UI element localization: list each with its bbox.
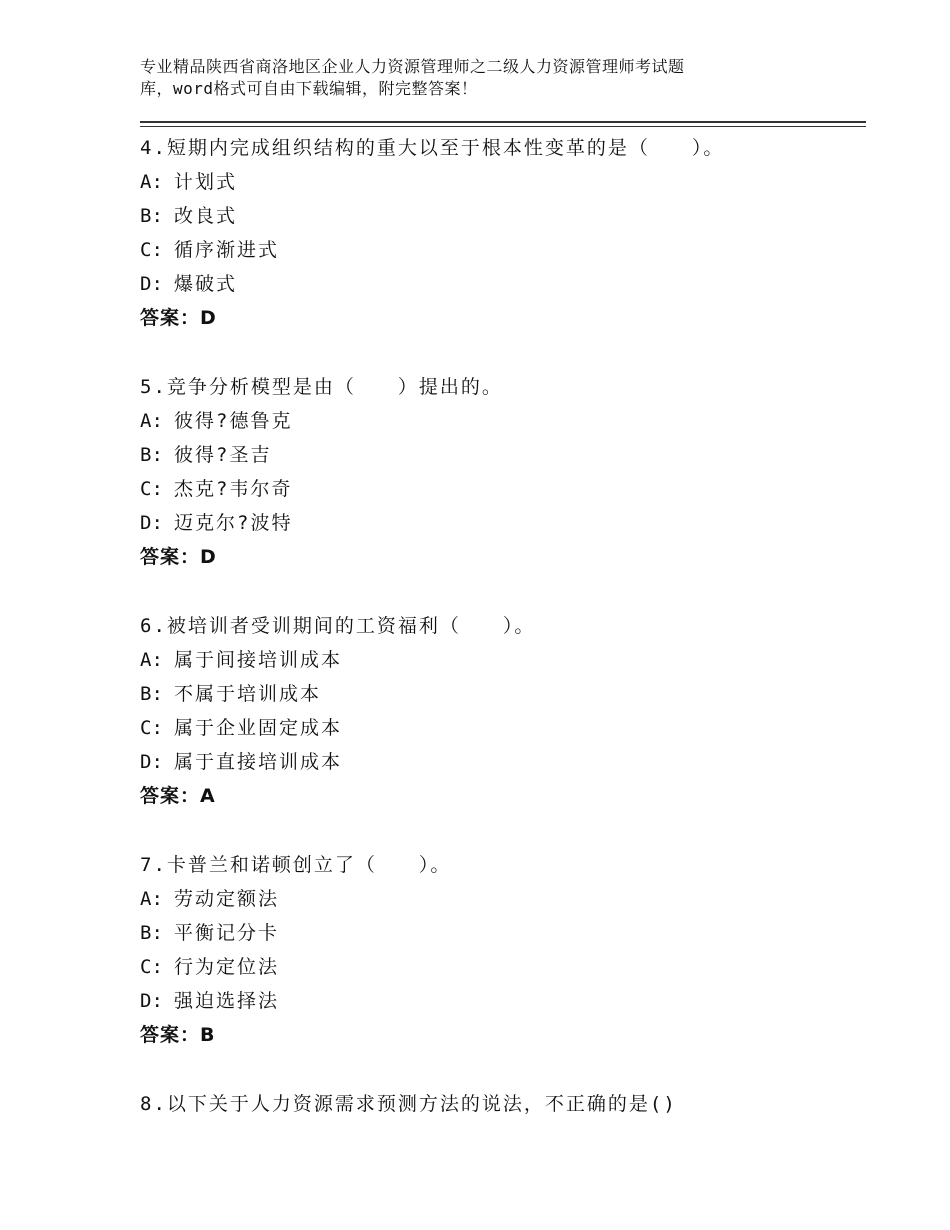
option-c <box>140 233 860 267</box>
header-divider-thin <box>140 126 866 127</box>
header-line-1: 专业精品陕西省商洛地区企业人力资源管理师之二级人力资源管理师考试题 <box>140 57 685 76</box>
question-5 <box>140 370 860 574</box>
question-stem: 4.短期内完成组织结构的重大以至于根本性变革的是（ ）。 <box>140 137 725 159</box>
question-6 <box>140 609 860 813</box>
option-b <box>140 438 860 472</box>
option-text: 平衡记分卡 <box>174 922 280 944</box>
document-header <box>140 56 840 100</box>
question-stem: 8.以下关于人力资源需求预测方法的说法，不正确的是() <box>140 1093 677 1115</box>
answer-line: 答案：D <box>140 546 217 568</box>
option-text: 属于直接培训成本 <box>174 751 343 773</box>
option-text: 属于企业固定成本 <box>174 717 343 739</box>
option-b <box>140 916 860 950</box>
option-c <box>140 472 860 506</box>
option-c <box>140 711 860 745</box>
answer-line: 答案：A <box>140 785 216 807</box>
option-text: 属于间接培训成本 <box>174 649 343 671</box>
option-key: B: <box>140 922 163 944</box>
option-key: C: <box>140 239 163 261</box>
option-key: D: <box>140 751 163 773</box>
header-line-2: 库，word格式可自由下载编辑，附完整答案！ <box>140 79 478 98</box>
option-text: 迈克尔?波特 <box>174 512 293 534</box>
option-d <box>140 506 860 540</box>
option-key: D: <box>140 512 163 534</box>
option-d <box>140 267 860 301</box>
option-a <box>140 404 860 438</box>
option-text: 行为定位法 <box>174 956 280 978</box>
option-d <box>140 984 860 1018</box>
option-text: 循序渐进式 <box>174 239 280 261</box>
option-key: B: <box>140 444 163 466</box>
option-b <box>140 199 860 233</box>
option-key: A: <box>140 171 163 193</box>
option-key: C: <box>140 717 163 739</box>
option-text: 爆破式 <box>174 273 238 295</box>
answer-line: 答案：D <box>140 307 217 329</box>
option-text: 劳动定额法 <box>174 888 280 910</box>
option-text: 强迫选择法 <box>174 990 280 1012</box>
answer-line: 答案：B <box>140 1024 216 1046</box>
option-b <box>140 677 860 711</box>
question-4 <box>140 131 860 335</box>
question-stem: 7.卡普兰和诺顿创立了（ ）。 <box>140 854 452 876</box>
question-stem: 5.竞争分析模型是由（ ）提出的。 <box>140 376 503 398</box>
option-d <box>140 745 860 779</box>
question-8 <box>140 1087 860 1121</box>
option-key: B: <box>140 683 163 705</box>
option-text: 不属于培训成本 <box>174 683 322 705</box>
question-stem: 6.被培训者受训期间的工资福利（ ）。 <box>140 615 536 637</box>
option-key: C: <box>140 478 163 500</box>
header-divider-thick <box>140 121 866 123</box>
option-text: 杰克?韦尔奇 <box>174 478 293 500</box>
option-key: A: <box>140 410 163 432</box>
option-text: 彼得?圣吉 <box>174 444 272 466</box>
option-c <box>140 950 860 984</box>
question-7 <box>140 848 860 1052</box>
option-key: D: <box>140 990 163 1012</box>
option-text: 计划式 <box>174 171 238 193</box>
option-text: 改良式 <box>174 205 238 227</box>
option-key: B: <box>140 205 163 227</box>
option-key: A: <box>140 888 163 910</box>
option-text: 彼得?德鲁克 <box>174 410 293 432</box>
option-a <box>140 643 860 677</box>
option-key: C: <box>140 956 163 978</box>
question-list <box>140 131 860 1156</box>
option-a <box>140 882 860 916</box>
option-key: D: <box>140 273 163 295</box>
option-key: A: <box>140 649 163 671</box>
option-a <box>140 165 860 199</box>
